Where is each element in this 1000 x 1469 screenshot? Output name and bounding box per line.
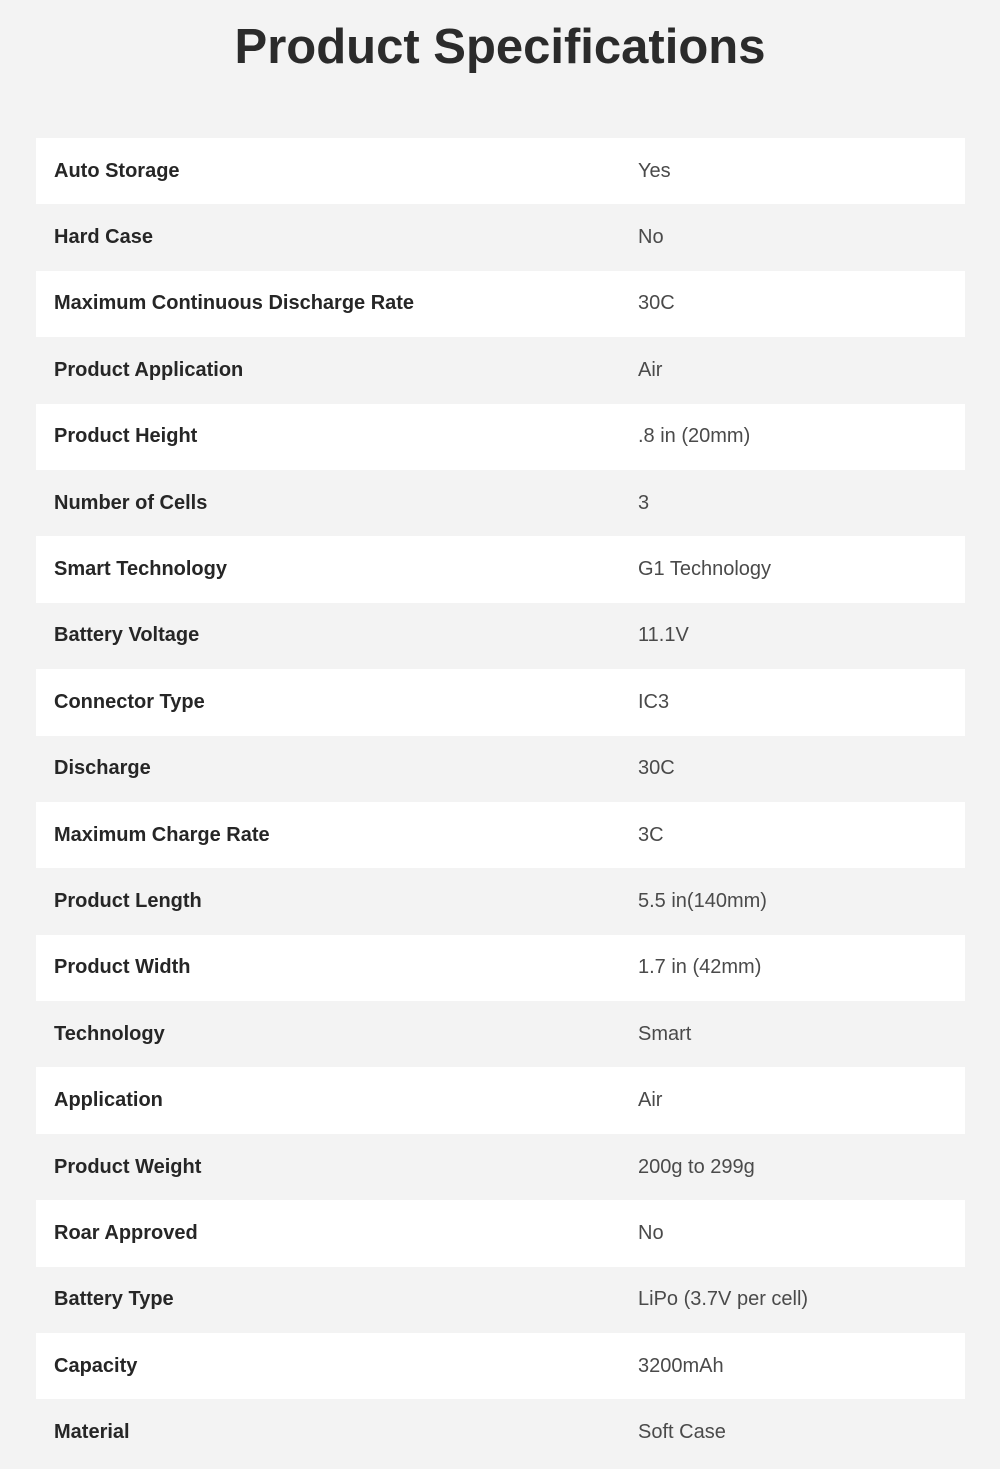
spec-row-application [36, 1067, 965, 1133]
spec-value: 1.7 in (42mm) [638, 956, 762, 979]
spec-label: Material [54, 1421, 130, 1444]
spec-value: 200g to 299g [638, 1155, 755, 1178]
spec-label: Smart Technology [54, 558, 227, 581]
spec-value: 30C [638, 292, 675, 315]
spec-row-discharge [36, 736, 965, 802]
spec-value: Air [638, 1089, 663, 1112]
spec-value: 30C [638, 757, 675, 780]
spec-label: Auto Storage [54, 159, 180, 182]
spec-value: 3200mAh [638, 1354, 724, 1377]
spec-label: Product Height [54, 425, 198, 448]
spec-label: Roar Approved [54, 1221, 198, 1244]
spec-value: .8 in (20mm) [638, 425, 751, 448]
spec-row-smart-technology [36, 536, 965, 602]
spec-value: Soft Case [638, 1421, 726, 1444]
spec-row-number-of-cells [36, 470, 965, 536]
spec-label: Battery Type [54, 1288, 174, 1311]
spec-row-material [36, 1399, 965, 1465]
spec-value: 3C [638, 823, 664, 846]
spec-table [36, 138, 965, 1466]
spec-row-capacity [36, 1333, 965, 1399]
spec-row-product-application [36, 337, 965, 403]
spec-row-roar-approved [36, 1200, 965, 1266]
spec-label: Maximum Charge Rate [54, 823, 270, 846]
spec-row-max-continuous-discharge-rate [36, 271, 965, 337]
spec-row-product-width [36, 935, 965, 1001]
spec-label: Discharge [54, 757, 151, 780]
spec-row-product-weight [36, 1134, 965, 1200]
spec-label: Product Application [54, 358, 244, 381]
spec-label: Capacity [54, 1354, 138, 1377]
spec-value: G1 Technology [638, 558, 772, 581]
spec-row-technology [36, 1001, 965, 1067]
spec-label: Technology [54, 1022, 165, 1045]
spec-value: No [638, 226, 664, 249]
spec-row-battery-voltage [36, 603, 965, 669]
spec-row-product-height [36, 404, 965, 470]
spec-label: Product Width [54, 956, 191, 979]
spec-row-auto-storage [36, 138, 965, 204]
spec-value: 11.1V [638, 624, 689, 647]
spec-label: Product Weight [54, 1155, 202, 1178]
spec-value: Yes [638, 159, 671, 182]
spec-value: 5.5 in(140mm) [638, 889, 767, 912]
spec-row-connector-type [36, 669, 965, 735]
spec-label: Battery Voltage [54, 624, 200, 647]
spec-value: Smart [638, 1022, 692, 1045]
spec-value: LiPo (3.7V per cell) [638, 1288, 809, 1311]
spec-value: 3 [638, 491, 650, 514]
spec-row-battery-type [36, 1267, 965, 1333]
spec-label: Connector Type [54, 690, 205, 713]
spec-label: Hard Case [54, 226, 153, 249]
spec-label: Maximum Continuous Discharge Rate [54, 292, 415, 315]
page-title: Product Specifications [234, 20, 766, 74]
spec-value: No [638, 1221, 664, 1244]
spec-row-product-length [36, 868, 965, 934]
spec-label: Product Length [54, 889, 202, 912]
spec-value: Air [638, 358, 663, 381]
spec-row-max-charge-rate [36, 802, 965, 868]
spec-label: Number of Cells [54, 491, 208, 514]
spec-row-hard-case [36, 204, 965, 270]
spec-label: Application [54, 1089, 163, 1112]
spec-value: IC3 [638, 690, 670, 713]
